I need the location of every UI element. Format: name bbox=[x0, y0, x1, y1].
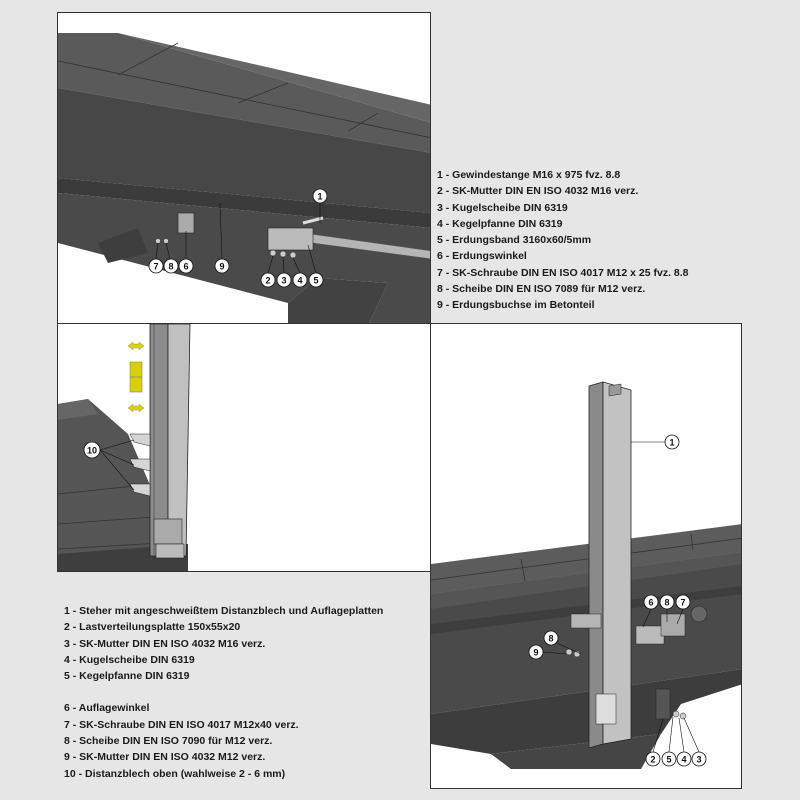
post-spacer-illustration bbox=[58, 324, 431, 572]
legend-spacer bbox=[64, 684, 383, 700]
svg-text:1: 1 bbox=[669, 437, 675, 448]
legend-item: 6 - Auflagewinkel bbox=[64, 702, 150, 715]
legend-item: 5 - Erdungsband 3160x60/5mm bbox=[437, 234, 592, 247]
callout-3 bbox=[692, 752, 706, 766]
top-parts-legend bbox=[437, 167, 689, 314]
legend-item: 5 - Kegelpfanne DIN 6319 bbox=[64, 670, 190, 683]
legend-item: 8 - Scheibe DIN EN ISO 7089 für M12 verz. bbox=[437, 283, 646, 296]
svg-text:1: 1 bbox=[317, 191, 323, 202]
callout-6 bbox=[179, 259, 193, 273]
post-mounting-illustration bbox=[431, 324, 742, 789]
callout-10 bbox=[84, 442, 100, 458]
svg-text:2: 2 bbox=[650, 754, 656, 765]
svg-text:3: 3 bbox=[696, 754, 702, 765]
legend-item: 7 - SK-Schraube DIN EN ISO 4017 M12 x 25 fvz. 8.8 bbox=[437, 266, 689, 279]
legend-item: 9 - Erdungsbuchse im Betonteil bbox=[437, 299, 595, 312]
callout-1 bbox=[665, 435, 679, 449]
legend-item: 3 - Kugelscheibe DIN 6319 bbox=[437, 201, 568, 214]
drawing-post-mounting-detail bbox=[430, 323, 742, 789]
svg-text:8: 8 bbox=[664, 597, 670, 608]
svg-text:7: 7 bbox=[680, 597, 686, 608]
svg-text:4: 4 bbox=[297, 275, 303, 286]
legend-item: 10 - Distanzblech oben (wahlweise 2 - 6 mm) bbox=[64, 767, 286, 780]
grounding-detail-illustration bbox=[58, 13, 431, 324]
callout-3 bbox=[277, 273, 291, 287]
callout-6 bbox=[644, 595, 658, 609]
legend-item: 7 - SK-Schraube DIN EN ISO 4017 M12x40 verz. bbox=[64, 718, 299, 731]
svg-text:6: 6 bbox=[183, 261, 189, 272]
callout-5 bbox=[662, 752, 676, 766]
svg-text:5: 5 bbox=[666, 754, 672, 765]
callout-2 bbox=[646, 752, 660, 766]
legend-item: 4 - Kugelscheibe DIN 6319 bbox=[64, 653, 195, 666]
svg-text:6: 6 bbox=[648, 597, 654, 608]
legend-item: 1 - Gewindestange M16 x 975 fvz. 8.8 bbox=[437, 169, 621, 181]
legend-item: 2 - Lastverteilungsplatte 150x55x20 bbox=[64, 621, 241, 634]
legend-item: 8 - Scheibe DIN EN ISO 7090 für M12 verz. bbox=[64, 735, 273, 748]
svg-text:4: 4 bbox=[681, 754, 687, 765]
callout-2 bbox=[261, 273, 275, 287]
legend-item: 1 - Steher mit angeschweißtem Distanzblech und Auflageplatten bbox=[64, 605, 384, 617]
callout-7 bbox=[149, 259, 163, 273]
callout-4 bbox=[677, 752, 691, 766]
legend-item: 6 - Erdungswinkel bbox=[437, 250, 527, 263]
svg-text:10: 10 bbox=[86, 445, 98, 456]
svg-text:8: 8 bbox=[168, 261, 174, 272]
callout-5 bbox=[309, 273, 323, 287]
callout-9 bbox=[529, 645, 543, 659]
svg-text:3: 3 bbox=[281, 275, 287, 286]
legend-item: 2 - SK-Mutter DIN EN ISO 4032 M16 verz. bbox=[437, 185, 639, 198]
callout-8 bbox=[164, 259, 178, 273]
svg-text:9: 9 bbox=[533, 647, 539, 658]
legend-item: 9 - SK-Mutter DIN EN ISO 4032 M12 verz. bbox=[64, 751, 266, 764]
legend-item: 4 - Kegelpfanne DIN 6319 bbox=[437, 217, 563, 230]
callout-1 bbox=[313, 189, 327, 203]
svg-text:2: 2 bbox=[265, 275, 271, 286]
drawing-post-spacer-detail bbox=[57, 323, 431, 572]
bottom-parts-legend bbox=[64, 603, 383, 782]
callout-8 bbox=[660, 595, 674, 609]
svg-text:9: 9 bbox=[219, 261, 225, 272]
drawing-grounding-detail bbox=[57, 12, 431, 324]
callout-9 bbox=[215, 259, 229, 273]
svg-text:8: 8 bbox=[548, 633, 554, 644]
post-spacer-callouts bbox=[84, 442, 100, 458]
svg-text:5: 5 bbox=[313, 275, 319, 286]
legend-item: 3 - SK-Mutter DIN EN ISO 4032 M16 verz. bbox=[64, 637, 266, 650]
svg-text:7: 7 bbox=[153, 261, 159, 272]
callout-8 bbox=[544, 631, 558, 645]
callout-7 bbox=[676, 595, 690, 609]
callout-4 bbox=[293, 273, 307, 287]
